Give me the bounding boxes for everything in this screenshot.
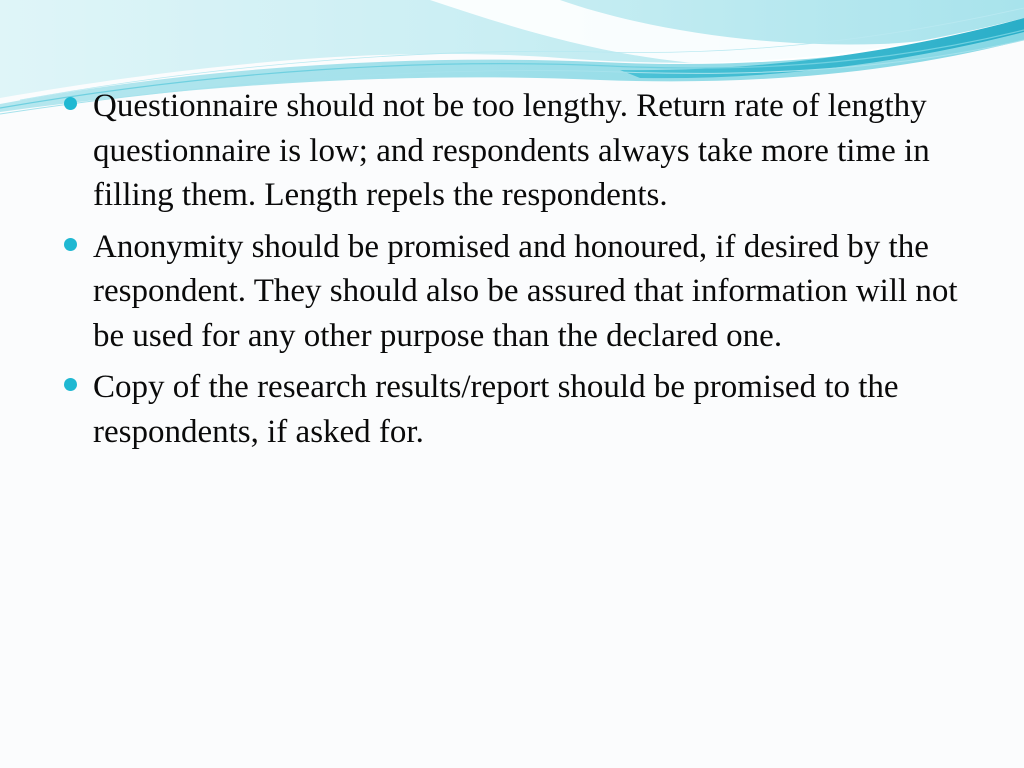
- bullet-text: Anonymity should be promised and honoured, if desired by the respondent. They should also be assured that information will not be used for any other purpose than the declared one.: [93, 228, 958, 354]
- bullet-text: Copy of the research results/report should be promised to the respondents, if asked for.: [93, 369, 899, 450]
- bullet-item-length: [62, 84, 972, 218]
- bullet-text: Questionnaire should not be too lengthy. Return rate of lengthy questionnaire is low; and respondents always take more time in filling them. Length repels the respondents.: [93, 88, 930, 213]
- bullet-item-copy-results: [62, 365, 972, 454]
- bullet-icon: [64, 238, 77, 251]
- bullet-list: [62, 84, 972, 461]
- bullet-icon: [64, 97, 77, 110]
- bullet-icon: [64, 378, 77, 391]
- bullet-item-anonymity: [62, 225, 972, 359]
